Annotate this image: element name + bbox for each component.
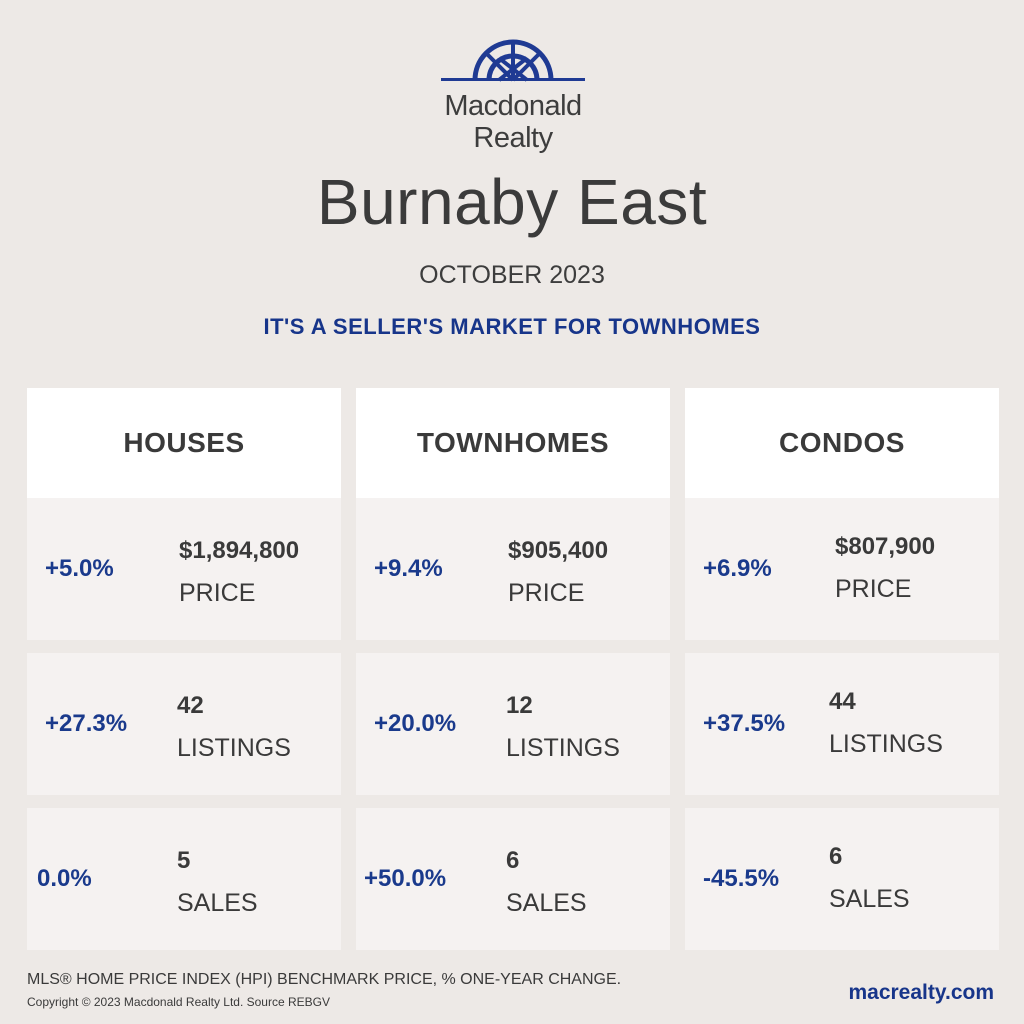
townhomes-sales-cell (356, 808, 670, 950)
townhomes-listings-cell (356, 653, 670, 795)
townhomes-price-change: +9.4% (374, 555, 443, 582)
houses-sales-change: 0.0% (37, 865, 92, 892)
logo-wordmark-line1: Macdonald (444, 90, 582, 122)
page-title: Burnaby East (316, 166, 708, 238)
townhomes-card (356, 388, 670, 917)
condos-price-cell (685, 498, 999, 640)
condos-sales-cell (685, 808, 999, 950)
condos-price-label: PRICE (835, 575, 912, 603)
hpi-footnote: MLS® HOME PRICE INDEX (HPI) BENCHMARK PRICE, % ONE-YEAR CHANGE. (27, 971, 622, 988)
condos-sales-change: -45.5% (703, 865, 780, 892)
townhomes-sales-change: +50.0% (364, 865, 447, 892)
condos-listings-cell (685, 653, 999, 795)
townhomes-listings-value: 12 (506, 692, 533, 719)
houses-price-change: +5.0% (45, 555, 114, 582)
condos-card (685, 388, 999, 913)
houses-heading: HOUSES (27, 388, 341, 498)
condos-heading: CONDOS (685, 388, 999, 498)
condos-price-change: +6.9% (703, 555, 772, 582)
townhomes-sales-label: SALES (506, 889, 587, 917)
houses-listings-change: +27.3% (45, 710, 128, 737)
copyright-text: Copyright © 2023 Macdonald Realty Ltd. Source REBGV (27, 995, 330, 1009)
houses-card (27, 388, 341, 917)
houses-price-cell (27, 498, 341, 640)
houses-listings-label: LISTINGS (177, 734, 291, 762)
townhomes-price-value: $905,400 (508, 537, 609, 564)
condos-listings-value: 44 (829, 688, 856, 715)
condos-sales-label: SALES (829, 885, 910, 913)
report-period: OCTOBER 2023 (419, 261, 605, 289)
market-headline: IT'S A SELLER'S MARKET FOR TOWNHOMES (263, 314, 761, 339)
condos-listings-label: LISTINGS (829, 730, 943, 758)
condos-price-value: $807,900 (835, 533, 936, 560)
website-link[interactable]: macrealty.com (848, 981, 994, 1004)
houses-sales-label: SALES (177, 889, 258, 917)
houses-sales-value: 5 (177, 847, 191, 874)
townhomes-listings-label: LISTINGS (506, 734, 620, 762)
houses-price-label: PRICE (179, 579, 256, 607)
townhomes-price-label: PRICE (508, 579, 585, 607)
houses-listings-cell (27, 653, 341, 795)
townhomes-sales-value: 6 (506, 847, 520, 874)
logo-wordmark-line2: Realty (473, 122, 553, 154)
townhomes-listings-change: +20.0% (374, 710, 457, 737)
condos-sales-value: 6 (829, 843, 843, 870)
macdonald-realty-logo (430, 36, 596, 154)
condos-listings-change: +37.5% (703, 710, 786, 737)
houses-price-value: $1,894,800 (179, 537, 300, 564)
townhomes-heading: TOWNHOMES (356, 388, 670, 498)
houses-sales-cell (27, 808, 341, 950)
compass-rose-logo-icon (441, 36, 585, 86)
townhomes-price-cell (356, 498, 670, 640)
houses-listings-value: 42 (177, 692, 204, 719)
